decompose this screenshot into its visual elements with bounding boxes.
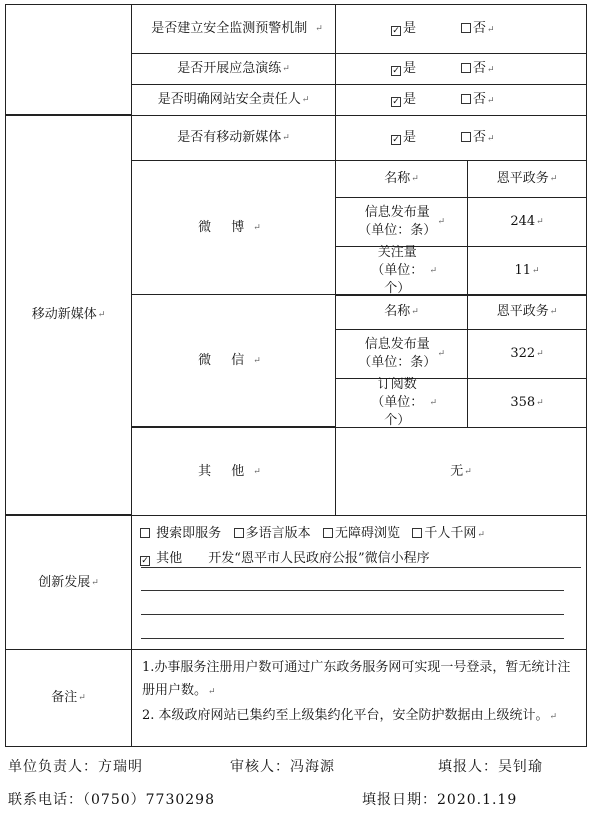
label-text: 是否开展应急演练: [177, 61, 282, 76]
wechat-name-value-cell: 恩平政务 ↵: [467, 294, 587, 330]
unchecked-checkbox-icon[interactable]: [412, 528, 422, 538]
section-cell-empty: [5, 4, 132, 115]
yes-label: 是: [403, 130, 417, 145]
underline: [141, 590, 564, 591]
remarks-label-cell: 备注 ↵: [5, 649, 132, 747]
underline: [141, 567, 581, 568]
checked-checkbox-icon[interactable]: ✓: [392, 26, 400, 36]
filler: [438, 756, 543, 776]
label-text: 是否建立安全监测预警机制: [151, 21, 308, 36]
innovation-options-row: 搜索即服务 多语言版本 无障碍浏览 千人千网↵: [140, 525, 485, 544]
contact-phone-text: 联系电话：（0750）7730298: [8, 792, 215, 808]
reviewer-text: 审核人：冯海源: [230, 759, 335, 775]
remark-item: 1.办事服务注册用户数可通过广东政务服务网可实现一号登录，暂无统计注册用户数。↵: [142, 660, 571, 698]
wechat-sub-label: 订阅数（单位：个）: [371, 377, 424, 428]
other-option-value: 开发“恩平市人民政府公报”微信小程序: [208, 551, 430, 566]
yes-option[interactable]: [391, 91, 461, 109]
option-multilang[interactable]: [234, 526, 311, 541]
checked-checkbox-icon[interactable]: ✓: [141, 556, 149, 566]
no-option[interactable]: 否↵: [461, 60, 531, 79]
weibo-name-label-cell: 名称 ↵: [335, 160, 468, 198]
underline: [141, 638, 564, 639]
yes-label: 是: [403, 61, 417, 76]
wechat-posts-value-cell: 322 ↵: [467, 329, 587, 379]
weibo-posts-value: 244: [510, 214, 536, 229]
unchecked-checkbox-icon[interactable]: [461, 23, 471, 33]
unchecked-checkbox-icon[interactable]: [323, 528, 333, 538]
security-row-options: [335, 53, 587, 85]
no-label: 否: [473, 20, 487, 36]
security-row-label: 是否建立安全监测预警机制 ↵: [131, 4, 336, 54]
other-value-cell: 无 ↵: [335, 427, 587, 516]
filler-text: 填报人：吴钊瑜: [438, 759, 543, 775]
weibo-name-value: 恩平政务: [496, 171, 549, 186]
unchecked-checkbox-icon[interactable]: [461, 63, 471, 73]
yes-option[interactable]: [391, 129, 461, 147]
yes-option[interactable]: [391, 60, 461, 78]
option-label: 千人千网: [424, 526, 477, 541]
weibo-name-label: 名称: [384, 171, 411, 186]
checked-checkbox-icon[interactable]: ✓: [392, 97, 400, 107]
wechat-posts-value: 322: [510, 346, 536, 361]
no-option[interactable]: 否↵: [461, 20, 531, 39]
no-label: 否: [473, 60, 487, 76]
yes-label: 是: [403, 21, 417, 36]
innovation-label-cell: 创新发展 ↵: [5, 515, 132, 650]
yes-label: 是: [403, 92, 417, 107]
has-mobile-label-cell: 是否有移动新媒体 ↵: [131, 115, 336, 161]
label-text: 是否明确网站安全责任人: [157, 92, 301, 107]
wechat-sub-value: 358: [510, 395, 536, 410]
innovation-other-row: [140, 550, 430, 568]
weibo-posts-value-cell: 244 ↵: [467, 197, 587, 247]
other-option-label: 其他: [156, 551, 183, 566]
section-label-text: 移动新媒体: [31, 307, 97, 322]
wechat-label-cell: 微 信 ↵: [131, 294, 336, 427]
option-label: 搜索即服务: [156, 526, 222, 541]
mobile-section-label: 移动新媒体 ↵: [5, 115, 132, 515]
weibo-label-cell: 微 博 ↵: [131, 160, 336, 295]
underline: [141, 614, 564, 615]
other-value: 无: [450, 463, 464, 479]
remark-text: 2. 本级政府网站已集约至上级集约化平台，安全防护数据由上级统计。: [142, 708, 549, 723]
other-label-cell: 其 他 ↵: [131, 427, 336, 516]
no-label: 否: [473, 91, 487, 107]
wechat-name-value: 恩平政务: [496, 304, 549, 319]
checked-checkbox-icon[interactable]: ✓: [392, 135, 400, 145]
security-row-label: 是否开展应急演练 ↵: [131, 53, 336, 85]
no-label: 否: [473, 129, 487, 145]
weibo-posts-label: 信息发布量（单位：条）: [358, 205, 437, 238]
wechat-posts-label: 信息发布量（单位：条）: [358, 337, 437, 370]
unit-head: [8, 756, 143, 776]
report-date-text: 填报日期：2020.1.19: [362, 792, 518, 808]
remarks-content-cell: [131, 649, 587, 747]
security-row-label: 是否明确网站安全责任人 ↵: [131, 84, 336, 116]
weibo-follow-label: 关注量（单位：个）: [371, 245, 424, 296]
report-table: [5, 4, 587, 747]
weibo-follow-label-cell: 关注量（单位：个） ↵: [335, 246, 468, 296]
weibo-follow-value: 11: [514, 263, 531, 278]
innovation-label: 创新发展: [38, 574, 91, 590]
wechat-label: 微 信: [198, 352, 253, 368]
weibo-name-value-cell: 恩平政务 ↵: [467, 160, 587, 198]
option-search-service[interactable]: [140, 526, 221, 541]
has-mobile-options: [335, 115, 587, 161]
unchecked-checkbox-icon[interactable]: [461, 132, 471, 142]
innovation-content-cell: [131, 515, 587, 650]
wechat-name-label: 名称: [384, 304, 411, 319]
unchecked-checkbox-icon[interactable]: [461, 94, 471, 104]
weibo-label: 微 博: [198, 219, 253, 235]
remark-text: 1.办事服务注册用户数可通过广东政务服务网可实现一号登录，暂无统计注册用户数。: [142, 660, 571, 698]
unit-head-text: 单位负责人：方瑞明: [8, 759, 143, 775]
remarks-label: 备注: [51, 690, 78, 705]
security-row-options: [335, 84, 587, 116]
wechat-sub-label-cell: 订阅数（单位：个） ↵: [335, 378, 468, 428]
security-row-options: [335, 4, 587, 54]
checked-checkbox-icon[interactable]: ✓: [392, 66, 400, 76]
unchecked-checkbox-icon[interactable]: [234, 528, 244, 538]
has-mobile-label: 是否有移动新媒体: [177, 130, 282, 145]
wechat-posts-label-cell: 信息发布量（单位：条） ↵: [335, 329, 468, 379]
other-label: 其 他: [198, 463, 253, 479]
no-option[interactable]: 否↵: [461, 129, 531, 148]
no-option[interactable]: 否↵: [461, 91, 531, 110]
remark-item: 2. 本级政府网站已集约至上级集约化平台，安全防护数据由上级统计。↵: [142, 708, 558, 723]
option-label: 多语言版本: [245, 526, 311, 541]
report-date: [362, 789, 517, 809]
option-accessibility[interactable]: [323, 526, 400, 541]
reviewer: [230, 756, 335, 776]
wechat-sub-value-cell: 358 ↵: [467, 378, 587, 428]
yes-option[interactable]: [391, 20, 461, 38]
weibo-posts-label-cell: 信息发布量（单位：条） ↵: [335, 197, 468, 247]
weibo-follow-value-cell: 11 ↵: [467, 246, 587, 296]
option-personalized[interactable]: [412, 526, 476, 541]
wechat-name-label-cell: 名称 ↵: [335, 294, 468, 330]
unchecked-checkbox-icon[interactable]: [140, 528, 150, 538]
option-label: 无障碍浏览: [334, 526, 400, 541]
contact-phone: [8, 789, 215, 809]
